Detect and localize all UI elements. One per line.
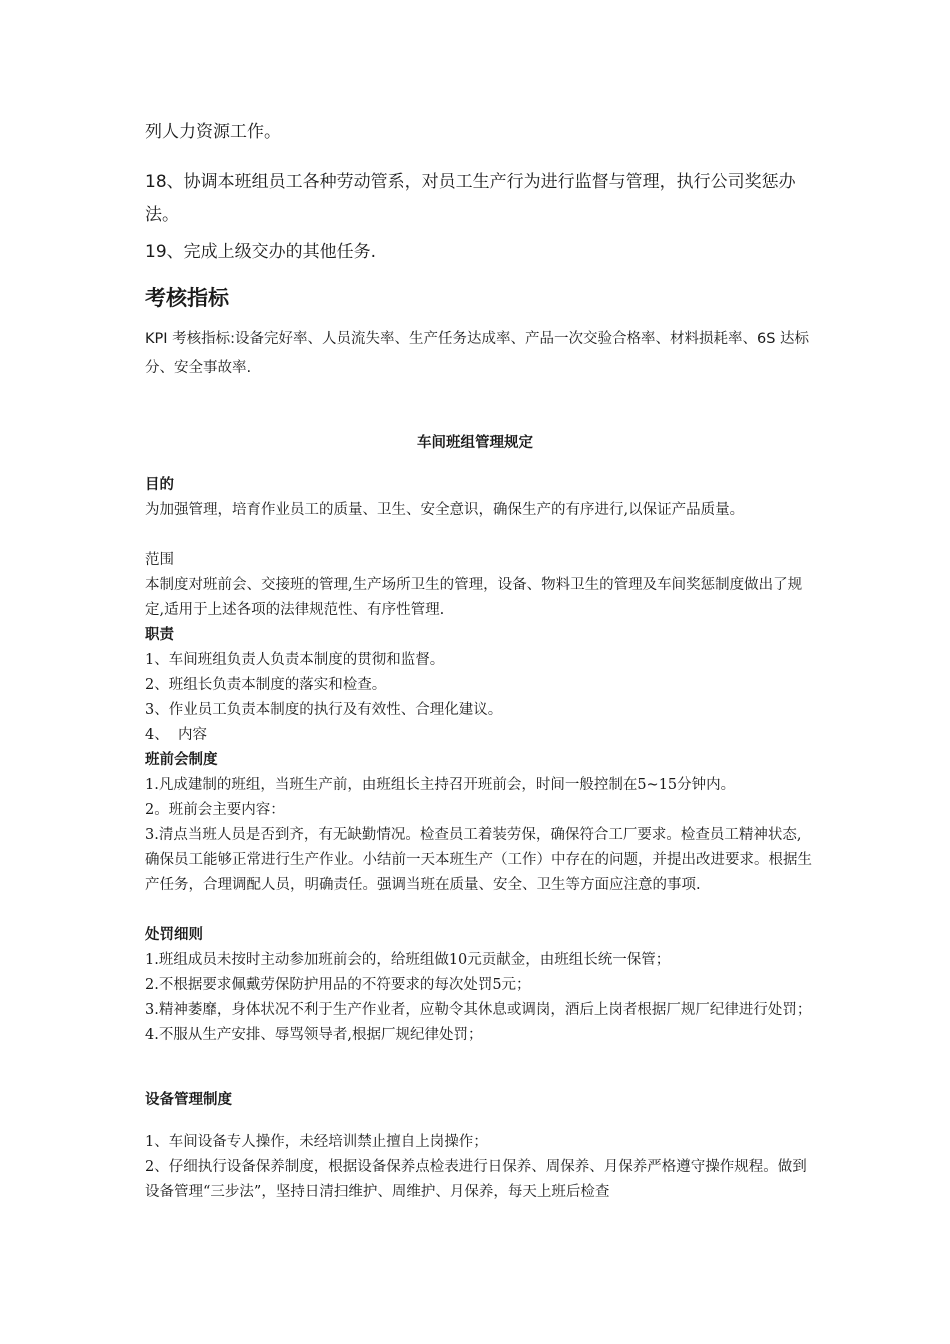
list-item: 2、仔细执行设备保养制度，根据设备保养点检表进行日保养、周保养、月保养严格遵守操作规程。做到设备管理“三步法”，坚持日清扫维护、周维护、月保养，每天上班后检查: [145, 1159, 807, 1200]
list-item: 2。班前会主要内容：: [145, 802, 285, 818]
equipment-heading: 设备管理制度: [145, 1092, 232, 1108]
equipment-list: [145, 1130, 815, 1205]
purpose-text: 为加强管理，培育作业员工的质量、卫生、安全意识，确保生产的有序进行,以保证产品质量。: [145, 502, 745, 518]
purpose-heading: 目的: [145, 477, 174, 493]
list-item: 1、车间班组负责人负责本制度的贯彻和监督。: [145, 652, 445, 668]
list-item: 1、车间设备专人操作，未经培训禁止擅自上岗操作；: [145, 1134, 488, 1150]
regulation-title: 车间班组管理规定: [417, 435, 533, 451]
list-item: 2.不根据要求佩戴劳保防护用品的不符要求的每次处罚5元；: [145, 977, 531, 993]
paragraph-continuation: 列人力资源工作。: [145, 122, 281, 142]
paragraph-item-19: 19、完成上级交办的其他任务.: [145, 242, 377, 262]
list-item: 4、 内容: [145, 727, 207, 743]
premeeting-list: [145, 773, 815, 898]
penalty-list: [145, 948, 815, 1048]
scope-heading: 范围: [145, 552, 174, 568]
paragraph-item-18: 18、协调本班组员工各种劳动管系，对员工生产行为进行监督与管理，执行公司奖惩办法。: [145, 172, 796, 225]
kpi-text: KPI 考核指标:设备完好率、人员流失率、生产任务达成率、产品一次交验合格率、材料损耗率、6S 达标分、安全事故率.: [145, 331, 810, 376]
list-item: 2、班组长负责本制度的落实和检查。: [145, 677, 387, 693]
list-item: 3.精神萎靡，身体状况不利于生产作业者，应勒令其休息或调岗，酒后上岗者根据厂规厂纪律进行处罚；: [145, 1002, 812, 1018]
list-item: 3、作业员工负责本制度的执行及有效性、合理化建议。: [145, 702, 503, 718]
premeeting-heading: 班前会制度: [145, 752, 218, 768]
list-item: 1.凡成建制的班组，当班生产前，由班组长主持召开班前会，时间一般控制在5~15分钟内。: [145, 777, 736, 793]
list-item: 1.班组成员未按时主动参加班前会的，给班组做10元贡献金，由班组长统一保管；: [145, 952, 671, 968]
duty-heading: 职责: [145, 627, 174, 643]
penalty-heading: 处罚细则: [145, 927, 203, 943]
scope-text: 本制度对班前会、交接班的管理,生产场所卫生的管理，设备、物料卫生的管理及车间奖惩制度做出了规定,适用于上述各项的法律规范性、有序性管理.: [145, 577, 803, 618]
list-item: 3.清点当班人员是否到齐，有无缺勤情况。检查员工着装劳保，确保符合工厂要求。检查员工精神状态,确保员工能够正常进行生产作业。小结前一天本班生产（工作）中存在的问题，并提出改进要求。根据生产任务，合理调配人员，明确责任。强调当班在质量、安全、卫生等方面应注意的事项.: [145, 827, 812, 893]
list-item: 4.不服从生产安排、辱骂领导者,根据厂规纪律处罚；: [145, 1027, 483, 1043]
kpi-heading: 考核指标: [145, 286, 229, 310]
duty-list: [145, 648, 815, 748]
